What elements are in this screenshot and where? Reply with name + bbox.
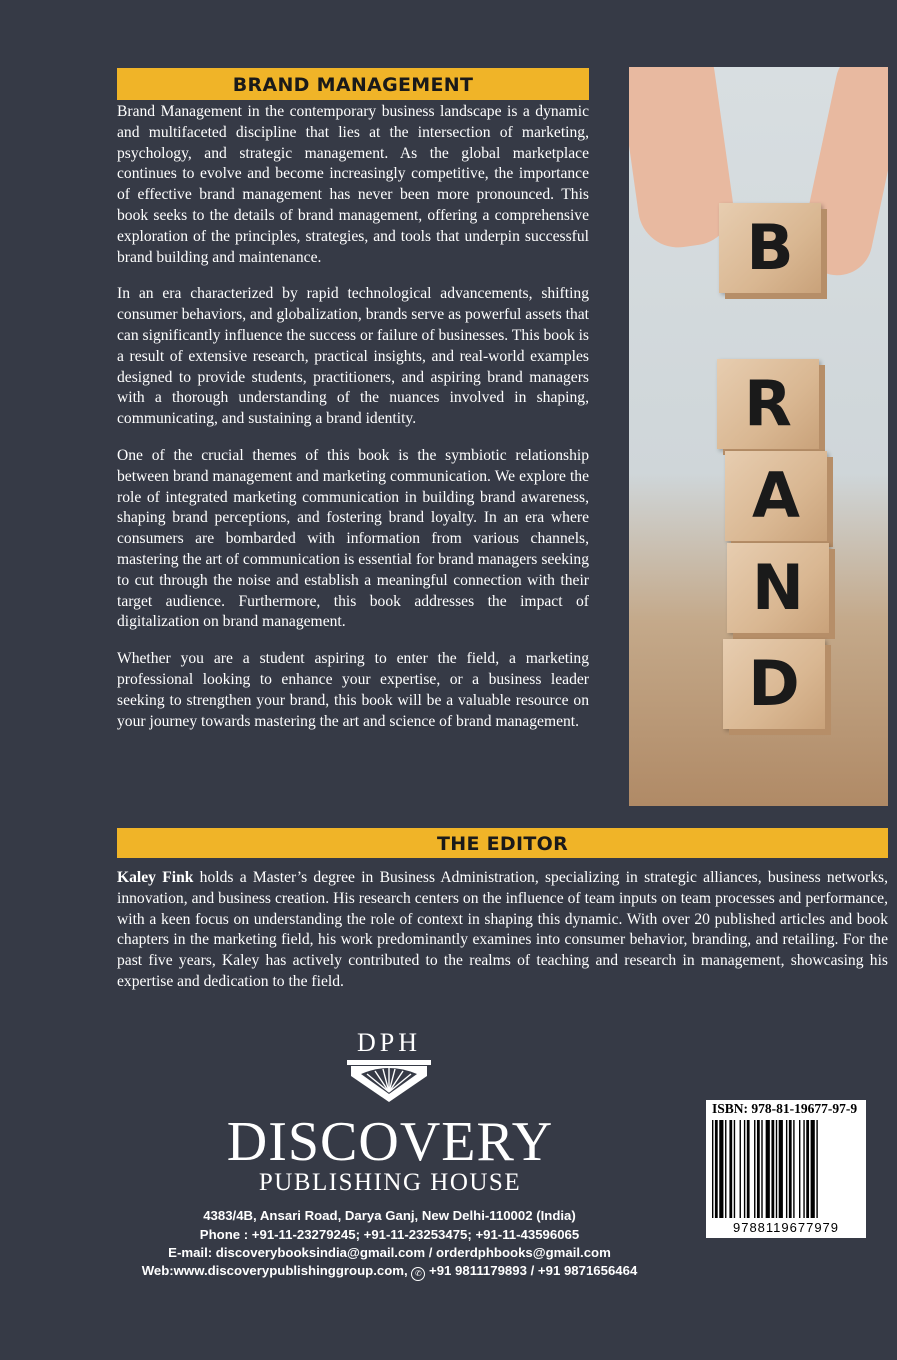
isbn-barcode [706, 1100, 866, 1238]
publisher-web [117, 1262, 662, 1281]
letter-block: B [719, 203, 821, 293]
letter-block: R [717, 359, 819, 449]
barcode-digits: 9788119677979 [732, 1220, 840, 1235]
section-heading-editor: THE EDITOR [117, 828, 888, 858]
letter-block: A [725, 451, 827, 541]
letter-block: N [727, 543, 829, 633]
publisher-email: E-mail: discoverybooksindia@gmail.com / orderdphbooks@gmail.com [168, 1245, 611, 1260]
barcode-icon [712, 1120, 860, 1218]
section-heading-brand-management: BRAND MANAGEMENT [117, 68, 589, 100]
description-paragraph: Brand Management in the contemporary business landscape is a dynamic and multifaceted discipline that lies at the intersection of marketing, psychology, and strategic management. As the global marketplace continues to evolve and become increasingly competitive, the importance of effective brand management has never been more pronounced. This book seeks to the details of brand management, offering a comprehensive exploration of the principles, strategies, and tools that underpin successful brand building and maintenance. [117, 103, 589, 266]
book-description [117, 102, 589, 748]
book-emblem-icon [345, 1058, 433, 1104]
publisher-whatsapp: +91 9811179893 / +91 9871656464 [425, 1263, 638, 1278]
editor-bio-text: holds a Master’s degree in Business Administration, specializing in strategic alliances, business networks, innovation, and business creation. His research centers on the influence of team inputs on team processes and performance, with a keen focus on understanding the role of context in shaping this dynamic. With over 20 published articles and book chapters in the marketing field, his work predominantly examines into consumer behavior, branding, and retailing. For the past five years, Kaley has actively contributed to the realms of teaching and research in management, showcasing his expertise and dedication to the field. [117, 869, 889, 990]
whatsapp-icon: ✆ [411, 1267, 425, 1281]
publisher-address: 4383/4B, Ansari Road, Darya Ganj, New Delhi-110002 (India) [203, 1208, 576, 1223]
brand-blocks-photo [629, 67, 888, 806]
editor-bio [117, 868, 888, 993]
letter-block: D [723, 639, 825, 729]
publisher-website: Web:www.discoverypublishinggroup.com, [141, 1263, 408, 1278]
description-paragraph: In an era characterized by rapid technological advancements, shifting consumer behaviors, and globalization, brands serve as powerful assets that can significantly influence the success or failure of businesses. This book is a result of extensive research, practical insights, and real-world examples designed to provide students, practitioners, and aspiring brand managers with a thorough understanding of the nuances involved in shaping, communicating, and sustaining a brand identity. [117, 285, 589, 428]
isbn-label: ISBN: 978-81-19677-97-9 [712, 1101, 858, 1116]
publisher-subtitle: PUBLISHING HOUSE [258, 1169, 522, 1196]
description-paragraph: One of the crucial themes of this book is the symbiotic relationship between brand management and marketing communication. We explore the role of integrated marketing communication in building brand awareness, shaping brand perceptions, and fostering brand loyalty. In an era where consumers are bombarded with information from various channels, mastering the art of communication is essential for brand managers seeking to cut through the noise and establish a meaningful connection with their target audience. Furthermore, this book addresses the impact of digitalization on brand management. [117, 446, 589, 631]
publisher-logo-letters: DPH [356, 1028, 421, 1057]
description-paragraph: Whether you are a student aspiring to enter the field, a marketing professional looking to enhance your expertise, or a business leader seeking to strengthen your brand, this book will be a valuable resource on your journey towards mastering the art and science of brand management. [117, 650, 589, 730]
publisher-phone: Phone : +91-11-23279245; +91-11-23253475; +91-11-43596065 [199, 1227, 580, 1242]
editor-name: Kaley Fink [117, 869, 194, 886]
publisher-name: DISCOVERY [226, 1111, 554, 1173]
